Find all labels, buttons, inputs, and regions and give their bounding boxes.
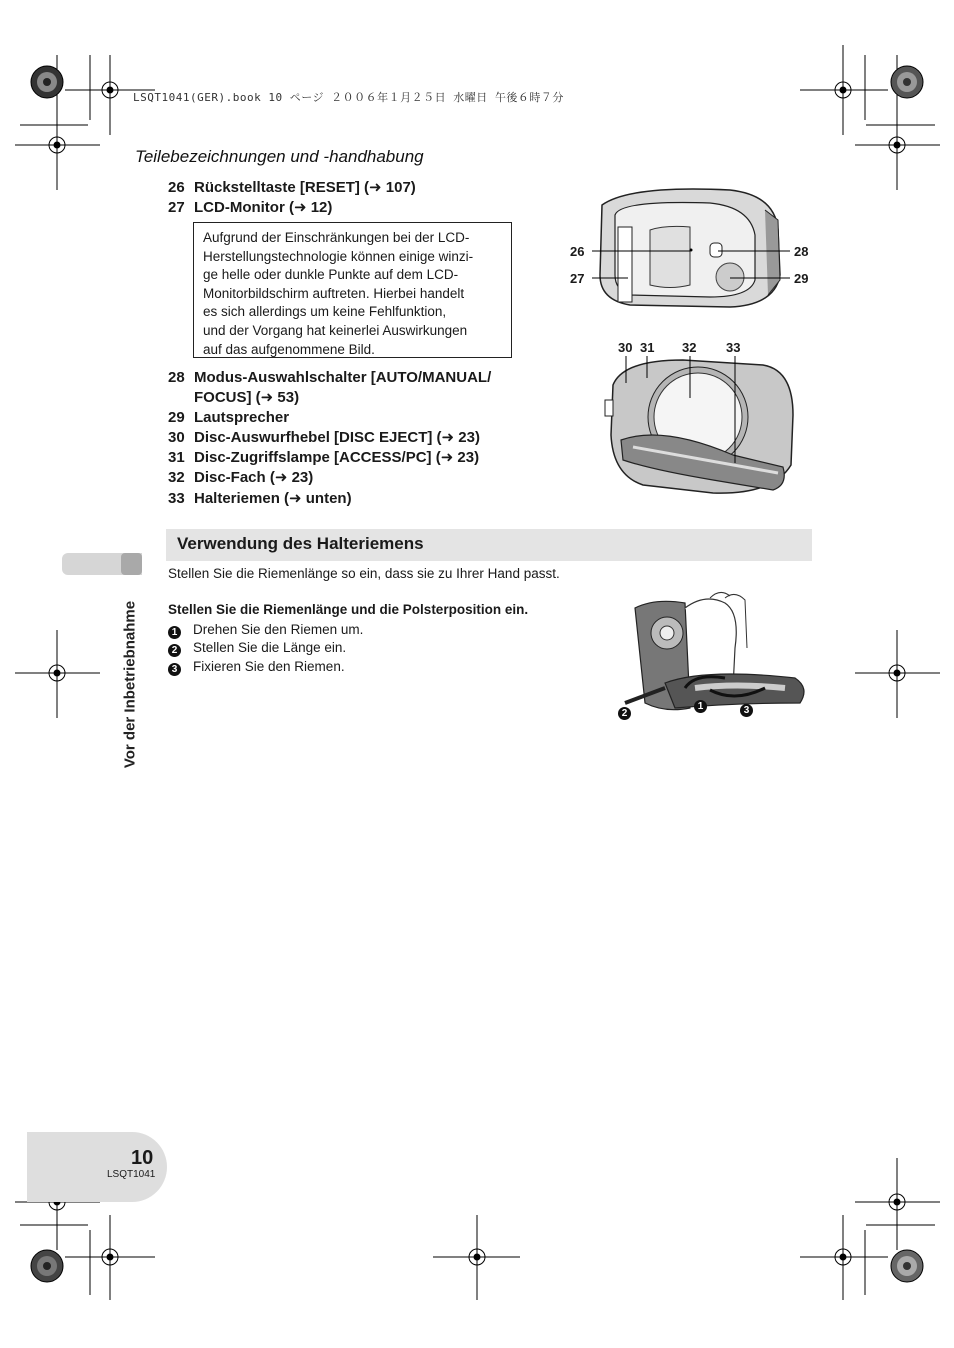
item-number: 32 (168, 469, 185, 486)
figure-label: 30 (618, 340, 633, 355)
item-number: 30 (168, 429, 185, 446)
note-box (193, 222, 512, 358)
step-item (168, 659, 345, 676)
figure-marker: 1 (694, 696, 719, 713)
item-text: Modus-Auswahlschalter [AUTO/MANUAL/ (194, 369, 492, 386)
note-line: Aufgrund der Einschränkungen bei der LCD- (203, 230, 470, 245)
item-text: Disc-Zugriffslampe [ACCESS/PC] (➜ 23) (194, 449, 480, 466)
hand-strap-illustration (615, 588, 815, 738)
item-number: 31 (168, 449, 185, 466)
figure-label: 28 (794, 244, 809, 259)
list-item (168, 468, 313, 488)
item-number: 26 (168, 179, 185, 196)
page-code: LSQT1041 (107, 1169, 156, 1180)
side-tab-indicator (121, 553, 142, 575)
list-item (168, 408, 289, 428)
figure-label: 29 (794, 271, 809, 286)
camcorder-lcd-illustration (590, 185, 810, 310)
steps-title: Stellen Sie die Riemenlänge und die Polsterposition ein. (168, 602, 529, 617)
list-item (168, 178, 416, 198)
subsection-heading: Verwendung des Halteriemens (177, 534, 424, 553)
item-text: Disc-Auswurfhebel [DISC EJECT] (➜ 23) (194, 429, 480, 446)
note-line: auf das aufgenommene Bild. (203, 341, 375, 357)
item-number: 33 (168, 490, 185, 507)
step-text: Drehen Sie den Riemen um. (193, 622, 364, 637)
step-marker: 2 (168, 644, 181, 657)
step-text: Fixieren Sie den Riemen. (193, 659, 345, 674)
step-marker: 3 (168, 663, 181, 676)
step-marker: 1 (168, 626, 181, 639)
figure-marker: 2 (618, 703, 643, 720)
print-header: LSQT1041(GER).book 10 ページ ２００６年１月２５日 水曜日 午後６時７分 (133, 91, 564, 104)
item-text: LCD-Monitor (➜ 12) (194, 199, 333, 216)
step-item (168, 640, 346, 657)
page-number: 10 (131, 1147, 154, 1169)
note-line: es sich allerdings um keine Fehlfunktion, (203, 304, 447, 320)
note-line: und der Vorgang hat keinerlei Auswirkungen (203, 322, 468, 338)
item-text: Lautsprecher (194, 409, 290, 426)
step-text: Stellen Sie die Länge ein. (193, 640, 347, 655)
list-item (168, 448, 479, 468)
list-item (168, 489, 352, 509)
figure-label: 32 (682, 340, 697, 355)
item-number: 29 (168, 409, 185, 426)
figure-label: 26 (570, 244, 585, 259)
figure-label: 31 (640, 340, 655, 355)
item-number: 27 (168, 199, 185, 216)
item-text: Disc-Fach (➜ 23) (194, 469, 314, 486)
list-item (168, 198, 332, 218)
item-text-continued: FOCUS] (➜ 53) (194, 389, 300, 406)
figure-marker: 3 (740, 700, 765, 717)
item-text: Rückstelltaste [RESET] (➜ 107) (194, 179, 416, 196)
item-number: 28 (168, 369, 185, 386)
note-line: Herstellungstechnologie können einige winzi- (203, 248, 474, 264)
intro-text: Stellen Sie die Riemenlänge so ein, dass sie zu Ihrer Hand passt. (168, 566, 560, 581)
step-item (168, 622, 363, 639)
item-text: Halteriemen (➜ unten) (194, 490, 352, 507)
section-title: Teilebezeichnungen und -handhabung (135, 147, 424, 166)
figure-label: 33 (726, 340, 741, 355)
camcorder-disc-illustration (603, 355, 803, 495)
list-item (168, 428, 480, 448)
list-item (168, 368, 491, 408)
figure-label: 27 (570, 271, 585, 286)
side-tab-label: Vor der Inbetriebnahme (121, 600, 139, 769)
note-line: ge helle oder dunkle Punkte auf dem LCD- (203, 267, 459, 283)
note-line: Monitorbildschirm auftreten. Hierbei handelt (203, 285, 465, 301)
